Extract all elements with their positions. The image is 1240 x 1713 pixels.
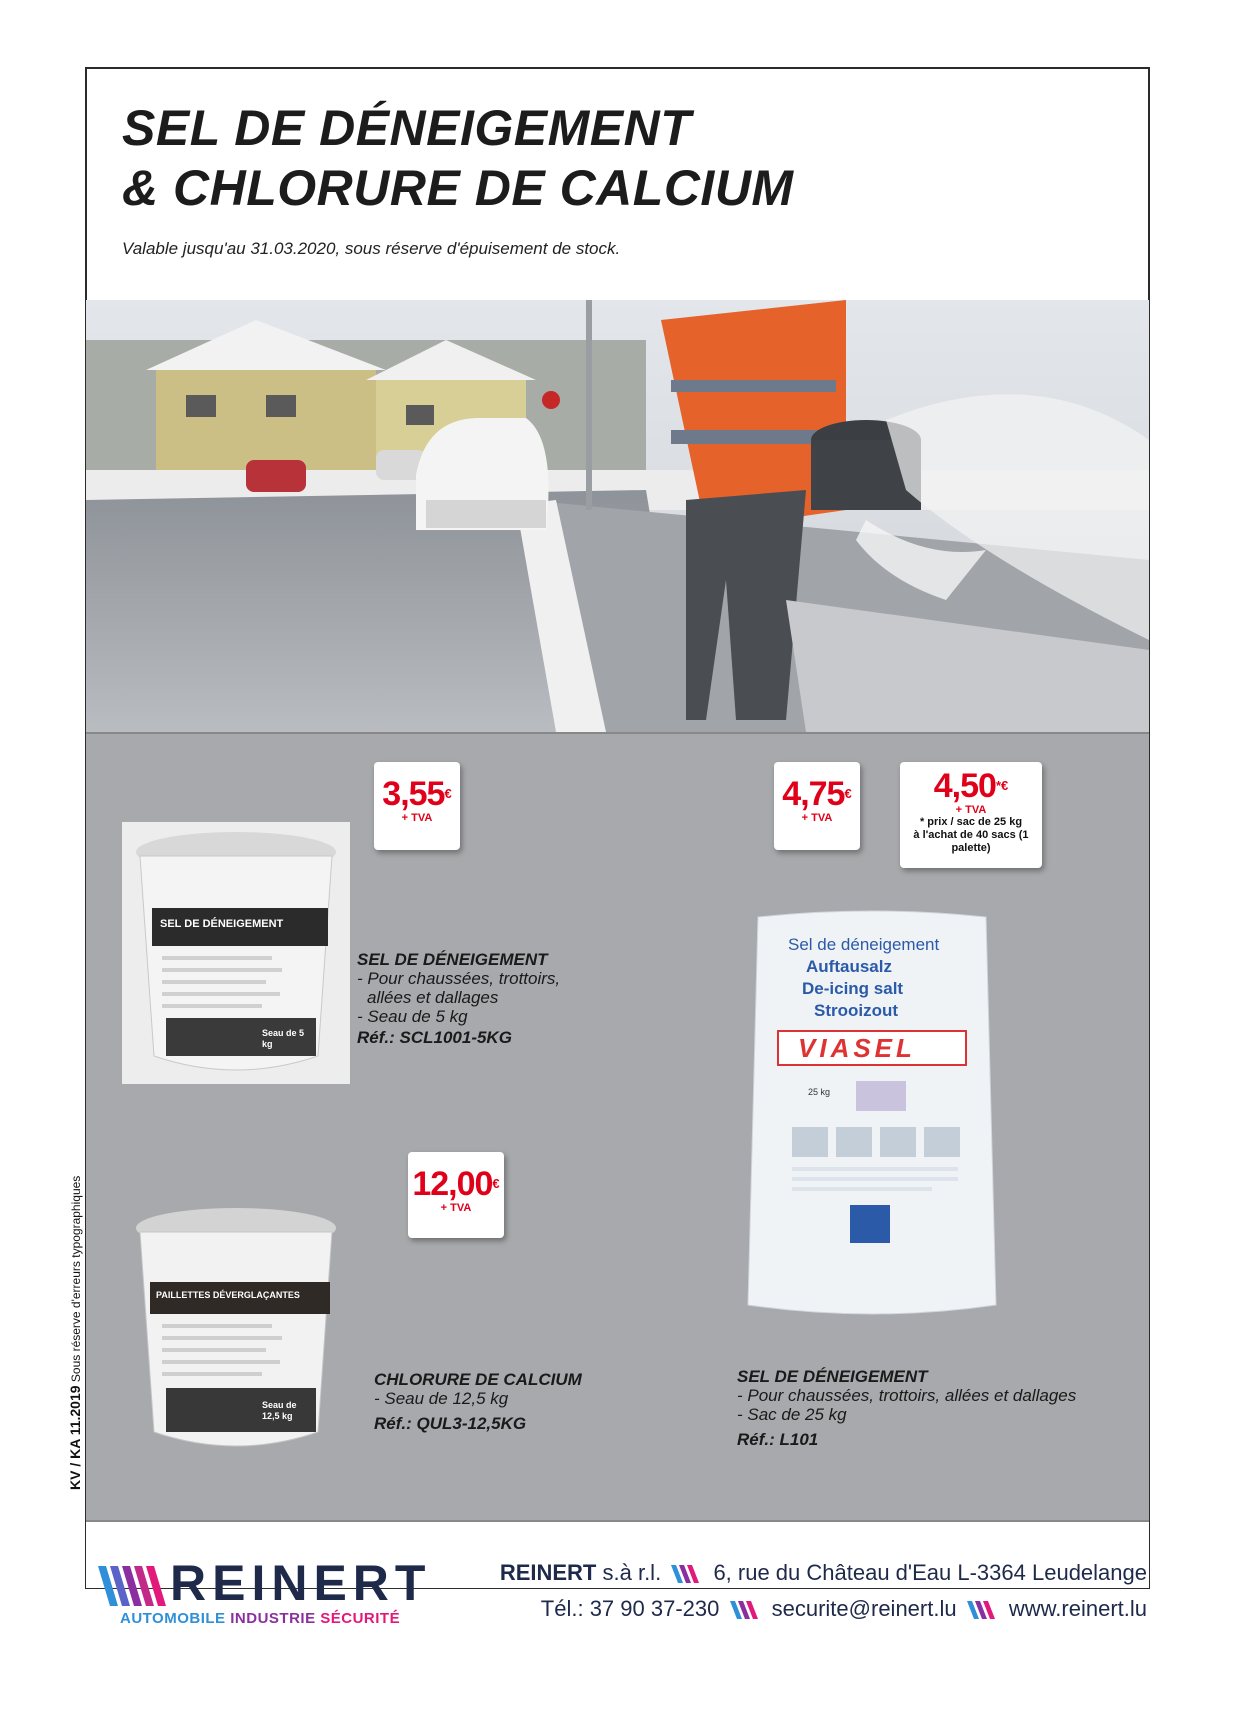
product-name: CHLORURE DE CALCIUM [374,1370,582,1389]
price-tva: + TVA [401,812,433,824]
street-scene-illustration [86,300,1149,732]
tag-industrie: INDUSTRIE [230,1610,316,1627]
product-line-1: - Pour chaussées, trottoirs, allées et dallages [737,1386,1077,1405]
bag-text-3: De-icing salt [802,979,904,998]
validity-note: Valable jusqu'au 31.03.2020, sous réserve d'épuisement de stock. [122,239,621,258]
price-note-1: * prix / sac de 25 kg [919,816,1023,828]
price-tva: + TVA [801,812,833,824]
company-suffix: s.à r.l. [602,1560,662,1585]
product-ref: Réf.: L101 [737,1430,819,1449]
bag-weight: 25 kg [808,1087,831,1097]
bucket-salt-image [122,822,350,1084]
price-tva: + TVA [440,1202,472,1214]
product-line-1: - Pour chaussées, trottoirs, [357,969,561,988]
price-tag-bag-salt [774,762,860,850]
price-tag-pallet [900,762,1042,868]
logo-wordmark: REINERT [170,1555,432,1611]
price-note-2: à l'achat de 40 sacs (1 palette) [913,829,1029,854]
bucket-label-size: Seau de 5 kg [262,1028,305,1049]
product-line-3: - Seau de 5 kg [357,1007,468,1026]
bag-text-2: Auftausalz [806,957,892,976]
bucket-calcium-image [122,1198,350,1460]
calcium-label-title: PAILLETTES DÉVERGLAÇANTES [156,1290,300,1300]
logo-tagline [120,1610,400,1627]
side-note [67,1176,83,1490]
stripe-separator-icon [967,1601,999,1619]
address: 6, rue du Château d'Eau L-3364 Leudelange [713,1560,1147,1585]
company-name: REINERT [499,1560,597,1585]
calcium-label-size: Seau de 12,5 kg [262,1400,297,1421]
price-tag-calcium [408,1152,504,1238]
tag-automobile: AUTOMOBILE [120,1610,226,1627]
price-value: 3,55€ [382,775,452,813]
product-ref: Réf.: SCL1001-5KG [357,1028,512,1047]
price-value: 4,75€ [782,775,852,813]
price-tag-bucket-salt [374,762,460,850]
bag-brand-logo: VIASEL [798,1033,916,1063]
product-name: SEL DE DÉNEIGEMENT [357,950,548,969]
hero-photo [86,300,1149,732]
stripe-separator-icon [671,1565,703,1583]
product-line-2: allées et dallages [367,988,499,1007]
title-line-2: & CHLORURE DE CALCIUM [122,160,794,216]
page-title [122,98,794,218]
stripe-separator-icon [730,1601,762,1619]
salt-bag-image [738,905,1006,1323]
desc-calcium [374,1370,582,1433]
product-line-1: - Seau de 12,5 kg [374,1389,509,1408]
bag-text-4: Strooizout [814,1001,899,1020]
phone: Tél.: 37 90 37-230 [540,1596,720,1621]
contact-address-line [500,1560,1147,1586]
website-link[interactable]: www.reinert.lu [1008,1596,1147,1621]
desc-bucket-salt [357,950,560,1047]
bag-text-1: Sel de déneigement [788,935,940,954]
bucket-label-title: SEL DE DÉNEIGEMENT [160,918,284,930]
price-tva: + TVA [955,804,987,816]
logo-stripes-icon [98,1566,168,1606]
desc-bag-salt [737,1367,1076,1449]
price-value: 4,50*€ [933,767,1009,805]
price-value: 12,00€ [412,1165,500,1203]
title-line-1: SEL DE DÉNEIGEMENT [122,100,692,156]
side-note-text: Sous réserve d'erreurs typographiques [69,1175,83,1383]
product-name: SEL DE DÉNEIGEMENT [737,1367,928,1386]
contact-details-line [541,1596,1147,1622]
tag-securite: SÉCURITÉ [320,1610,401,1627]
product-line-2: - Sac de 25 kg [737,1405,847,1424]
email-link[interactable]: securite@reinert.lu [771,1596,957,1621]
product-ref: Réf.: QUL3-12,5KG [374,1414,527,1433]
side-note-code: KV / KA 11.2019 [67,1385,83,1490]
